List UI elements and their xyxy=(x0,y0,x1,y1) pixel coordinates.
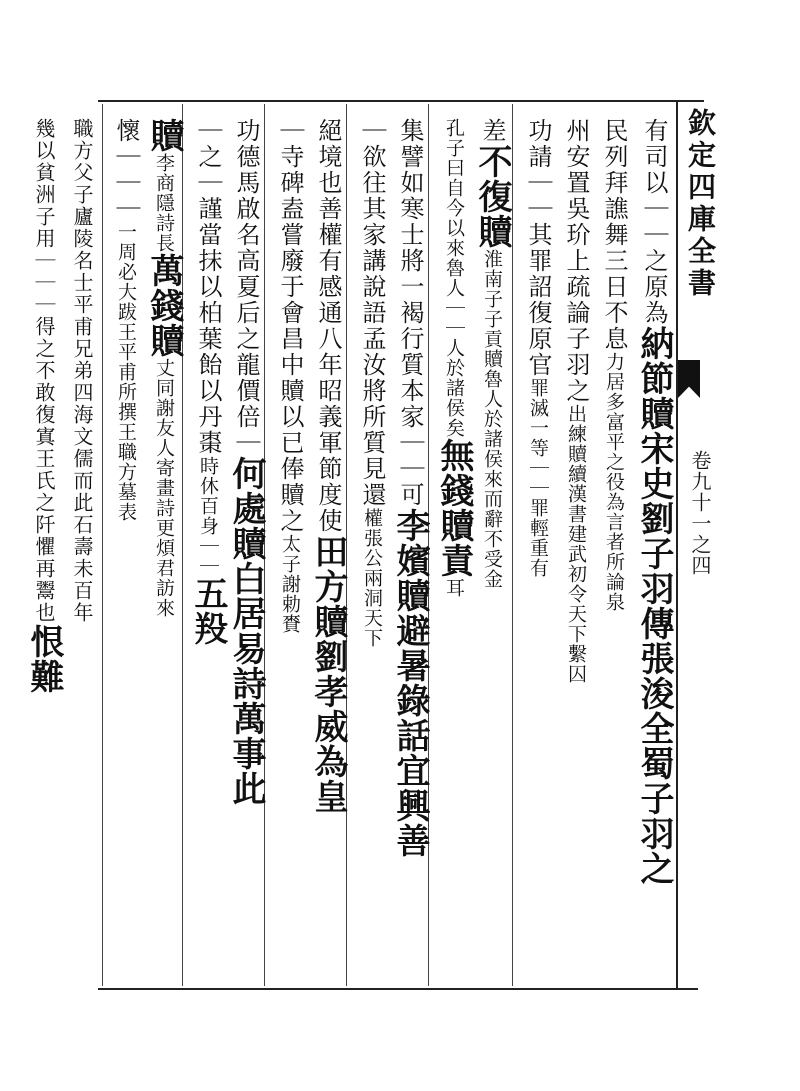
text-column-15: 職方父子廬陵名士平甫兄弟四海文儒而此石壽未百年 xyxy=(70,118,94,624)
text-column-7: 集譬如寒士將一褐行質本家｜｜可李嬪贖避暑錄話宜興善 xyxy=(390,118,430,858)
note-3: 出練贖續漢書建武初令天下繫囚 xyxy=(565,404,587,684)
text-column-3: 州安置吳玠上疏論子羽之出練贖續漢書建武初令天下繫囚 xyxy=(562,118,590,684)
text-column-14: 懷｜｜｜一周必大跋王平甫所撰王職方墓表 xyxy=(112,118,140,522)
book-title: 欽定四庫全書 xyxy=(684,108,717,300)
text-column-6: 孔子曰自今以來魯人｜｜人於諸侯矣無錢贖責耳 xyxy=(434,118,474,598)
top-border-line xyxy=(98,100,704,102)
text-column-1: 有司以｜｜之原為納節贖宋史劉子羽傳張浚全蜀子羽之 xyxy=(634,118,674,886)
text-column-4: 功請｜｜其罪詔復原官罪滅一等｜｜罪輕重有 xyxy=(524,118,552,578)
note-5: 無錢贖責 xyxy=(434,438,474,578)
note-15: 恨難 xyxy=(24,624,64,694)
text-column-8: ｜欲往其家講說語孟汝將所質見還權張公兩洞天下 xyxy=(358,118,386,648)
right-border-line xyxy=(676,100,678,990)
volume-label: 卷九十一之四 xyxy=(688,450,712,576)
text-column-5: 差不復贖淮南子子貢贖魯人於諸侯來而辭不受金 xyxy=(472,118,512,589)
note-11: 何處贖白居易詩萬事此 xyxy=(226,456,266,806)
column-divider xyxy=(512,104,513,986)
text-column-9: 絕境也善權有感通八年昭義軍節度使田方贖劉孝威為皇 xyxy=(308,118,348,814)
note-9: 田方贖劉孝威為皇 xyxy=(308,534,348,814)
text-column-13: 贖李商隱詩長萬錢贖丈同謝友人寄畫詩更煩君訪來 xyxy=(144,118,184,618)
note-10: 太子謝勅賚 xyxy=(279,534,301,634)
note-12: 時休百身｜｜ xyxy=(197,456,219,576)
note-4: 罪滅一等｜｜罪輕重有 xyxy=(527,378,549,578)
note-2: 力居多富平之役為言者所論泉 xyxy=(603,352,625,612)
note-13: 五羖 xyxy=(188,576,228,646)
note-8: 權張公兩洞天下 xyxy=(361,508,383,648)
fish-tail-mark xyxy=(678,360,700,398)
note-6: 耳 xyxy=(443,578,465,598)
text-column-10: ｜寺碑盍嘗廢于會昌中贖以已俸贖之太子謝勅賚 xyxy=(276,118,304,634)
column-divider xyxy=(102,104,103,986)
note-1: 納節贖宋史劉子羽傳張浚全蜀子羽之 xyxy=(634,326,674,886)
text-column-2: 民列拜譙舞三日不息力居多富平之役為言者所論泉 xyxy=(600,118,628,612)
bottom-border-line xyxy=(98,988,698,990)
text-column-12: ｜之｜謹當抹以柏葉飴以丹棗時休百身｜｜五羖 xyxy=(188,118,228,646)
text-column-16: 幾以貧洲子用｜｜｜得之不敢復寘王氏之阡懼再鬻也恨難 xyxy=(24,118,64,694)
text-column-11: 功德馬啟名高夏后之龍價倍｜何處贖白居易詩萬事此 xyxy=(226,118,266,806)
note-14: 一周必大跋王平甫所撰王職方墓表 xyxy=(115,222,137,522)
note-7: 李嬪贖避暑錄話宜興善 xyxy=(390,508,430,858)
